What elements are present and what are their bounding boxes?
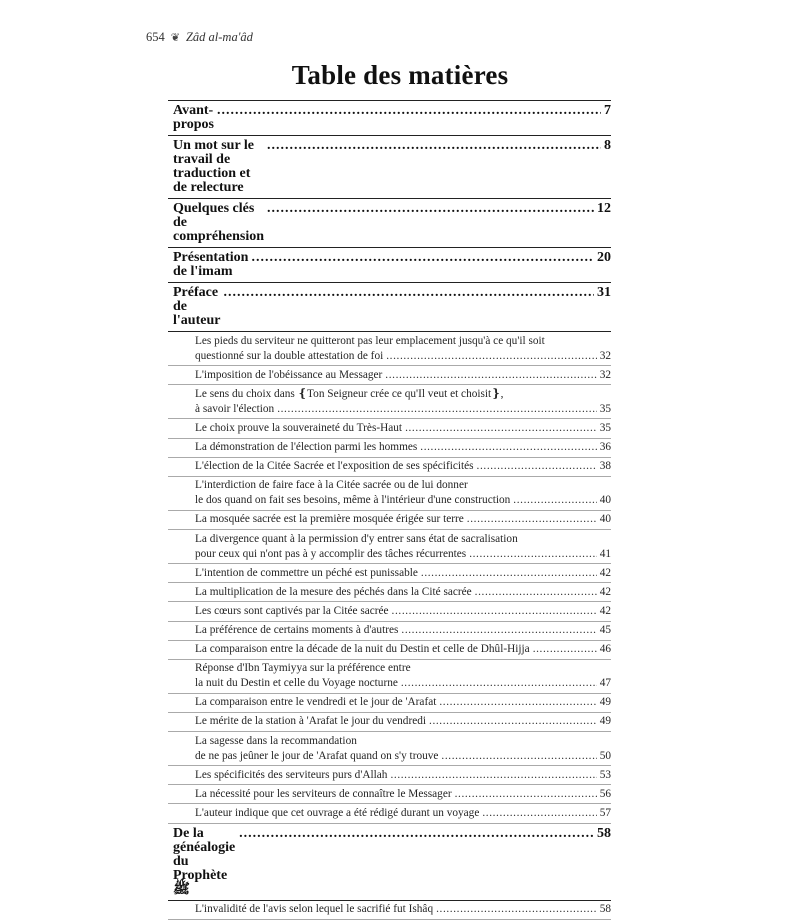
toc-page-number: 12 bbox=[597, 201, 611, 216]
toc-entry-line bbox=[195, 676, 611, 691]
toc-entry-line bbox=[195, 493, 611, 508]
toc-entry[interactable] bbox=[168, 785, 611, 804]
page-number: 654 bbox=[146, 30, 165, 44]
toc-entry[interactable] bbox=[168, 622, 611, 641]
dot-leader bbox=[251, 251, 594, 265]
toc-entry-text: L'élection de la Citée Sacrée et l'exposition de ses spécificités bbox=[195, 460, 474, 473]
toc-section[interactable] bbox=[168, 824, 611, 901]
toc-page-number: 38 bbox=[599, 460, 611, 473]
running-title: Zâd al-ma'âd bbox=[185, 30, 253, 44]
toc-entry-text: la nuit du Destin et celle du Voyage nocturne bbox=[195, 677, 398, 690]
toc-page-number: 56 bbox=[599, 787, 611, 800]
toc-entry-line bbox=[195, 349, 611, 364]
toc-page-number: 49 bbox=[599, 715, 611, 728]
toc-entry-line bbox=[195, 421, 611, 436]
toc-entry-line bbox=[195, 512, 611, 527]
toc-entry[interactable] bbox=[168, 477, 611, 511]
toc-page-number: 45 bbox=[599, 624, 611, 636]
toc-entry-line bbox=[195, 714, 611, 729]
toc-entry[interactable] bbox=[168, 511, 611, 530]
toc-entry-line bbox=[195, 566, 611, 581]
dot-leader bbox=[441, 749, 596, 764]
toc-page-number: 42 bbox=[599, 585, 611, 598]
toc-entry-text: La nécessité pour les serviteurs de connaître le Messager bbox=[195, 787, 452, 800]
dot-leader bbox=[469, 547, 597, 562]
toc-page-number: 20 bbox=[597, 250, 611, 265]
dot-leader bbox=[405, 421, 597, 436]
toc-entry-text: Le choix prouve la souveraineté du Très-Haut bbox=[195, 421, 403, 434]
toc-entry[interactable] bbox=[168, 439, 611, 458]
toc-page-number: 40 bbox=[599, 513, 611, 526]
toc-page-number: 8 bbox=[604, 138, 611, 153]
toc-entry[interactable] bbox=[168, 602, 611, 621]
dot-leader bbox=[392, 604, 597, 619]
toc-section-title: Présentation de l'imam bbox=[173, 250, 249, 279]
dot-leader bbox=[239, 827, 594, 841]
toc-page-number: 7 bbox=[604, 103, 611, 118]
toc-entry-text: de ne pas jeûner le jour de 'Arafat quand on s'y trouve bbox=[195, 749, 439, 762]
toc-entry[interactable] bbox=[168, 732, 611, 766]
page-title: Table des matières bbox=[291, 60, 509, 90]
toc-entry-text: La préférence de certains moments à d'autres bbox=[195, 624, 399, 636]
toc-entry-text: L'interdiction de faire face à la Citée sacrée ou de lui donner bbox=[195, 479, 468, 492]
toc-page-number: 36 bbox=[599, 441, 611, 454]
toc-page-number: 35 bbox=[599, 402, 611, 415]
dot-leader bbox=[390, 768, 596, 783]
dot-leader bbox=[267, 139, 601, 153]
toc-page-number: 49 bbox=[599, 696, 611, 709]
toc-page-number: 53 bbox=[599, 768, 611, 781]
toc-page-number: 41 bbox=[599, 547, 611, 560]
toc-page-number: 42 bbox=[599, 604, 611, 617]
dot-leader bbox=[429, 714, 597, 729]
toc-section-title: De la généalogie du Prophète ﷺ bbox=[173, 825, 236, 897]
toc-section[interactable] bbox=[168, 100, 611, 136]
table-of-contents bbox=[168, 100, 611, 920]
toc-section[interactable] bbox=[168, 248, 611, 283]
toc-entry[interactable] bbox=[168, 694, 611, 713]
dot-leader bbox=[401, 676, 597, 691]
dot-leader bbox=[436, 902, 597, 917]
dot-leader bbox=[267, 202, 594, 216]
toc-entry-text: Les spécificités des serviteurs purs d'Allah bbox=[195, 768, 388, 781]
toc-entry-line bbox=[195, 749, 611, 764]
running-header bbox=[146, 30, 253, 45]
toc-entry-text: L'invalidité de l'avis selon lequel le sacrifié fut Ishâq bbox=[195, 903, 434, 916]
toc-entry[interactable] bbox=[168, 458, 611, 477]
toc-entry-line bbox=[195, 440, 611, 455]
dot-leader bbox=[533, 642, 597, 657]
toc-entry-text: le dos quand on fait ses besoins, même à l'intérieur d'une construction bbox=[195, 494, 511, 507]
toc-entry-line bbox=[195, 402, 611, 417]
toc-entry[interactable] bbox=[168, 564, 611, 583]
toc-entry[interactable] bbox=[168, 385, 611, 419]
toc-entry[interactable] bbox=[168, 366, 611, 385]
toc-page-number: 42 bbox=[599, 566, 611, 579]
toc-entry-line bbox=[195, 604, 611, 619]
toc-entry[interactable] bbox=[168, 713, 611, 732]
dot-leader bbox=[217, 104, 601, 118]
toc-section-title: Avant-propos bbox=[173, 103, 214, 132]
toc-entry-line bbox=[195, 547, 611, 562]
toc-entry-text: Réponse d'Ibn Taymiyya sur la préférence entre bbox=[195, 662, 411, 675]
toc-entry-line bbox=[195, 368, 611, 383]
toc-entry-text: Les cœurs sont captivés par la Citée sacrée bbox=[195, 604, 389, 617]
toc-entry-line bbox=[195, 585, 611, 600]
toc-entry[interactable] bbox=[168, 766, 611, 785]
toc-entry-line bbox=[195, 806, 611, 821]
toc-entry-text: La mosquée sacrée est la première mosquée érigée sur terre bbox=[195, 513, 464, 526]
dot-leader bbox=[401, 623, 596, 638]
dot-leader bbox=[420, 440, 596, 455]
toc-entry[interactable] bbox=[168, 804, 611, 823]
dot-leader bbox=[385, 368, 596, 383]
toc-entry[interactable] bbox=[168, 641, 611, 660]
dot-leader bbox=[386, 349, 596, 364]
toc-page-number: 58 bbox=[599, 903, 611, 916]
toc-entry-text: La sagesse dans la recommandation bbox=[195, 734, 357, 747]
toc-entry-text: L'auteur indique que cet ouvrage a été rédigé durant un voyage bbox=[195, 806, 480, 819]
toc-section-title: Préface de l'auteur bbox=[173, 285, 221, 328]
toc-section-title: Un mot sur le travail de traduction et de relecture bbox=[173, 138, 255, 195]
toc-entry-text: questionné sur la double attestation de foi bbox=[195, 349, 384, 362]
toc-entry-text: La comparaison entre le vendredi et le jour de 'Arafat bbox=[195, 696, 437, 709]
dot-leader bbox=[475, 585, 597, 600]
dot-leader bbox=[513, 493, 596, 508]
toc-page-number: 58 bbox=[597, 825, 611, 841]
toc-page-number: 40 bbox=[599, 494, 611, 507]
toc-entry[interactable] bbox=[168, 583, 611, 602]
dot-leader bbox=[421, 566, 597, 581]
dot-leader bbox=[277, 402, 597, 417]
dot-leader bbox=[467, 512, 597, 527]
toc-entry-line bbox=[195, 459, 611, 474]
toc-entry[interactable] bbox=[168, 530, 611, 564]
toc-entry[interactable] bbox=[168, 901, 611, 920]
toc-entry[interactable] bbox=[168, 660, 611, 694]
toc-page-number: 35 bbox=[599, 421, 611, 434]
dot-leader bbox=[223, 286, 594, 300]
dot-leader bbox=[477, 459, 597, 474]
toc-entry-line bbox=[195, 623, 611, 638]
toc-section[interactable] bbox=[168, 136, 611, 199]
fleuron-icon: ❦ bbox=[170, 32, 180, 44]
dot-leader bbox=[482, 806, 596, 821]
toc-section-title: Quelques clés de compréhension bbox=[173, 201, 264, 244]
toc-entry-line bbox=[195, 695, 611, 710]
toc-section[interactable] bbox=[168, 283, 611, 332]
toc-entry-text: La multiplication de la mesure des péchés dans la Cité sacrée bbox=[195, 585, 472, 598]
toc-entry[interactable] bbox=[168, 332, 611, 366]
toc-entry-text: L'intention de commettre un péché est punissable bbox=[195, 566, 418, 579]
dot-leader bbox=[439, 695, 596, 710]
toc-page-number: 32 bbox=[599, 368, 611, 381]
toc-page-number: 57 bbox=[599, 806, 611, 819]
toc-page-number: 47 bbox=[599, 677, 611, 690]
toc-entry-text: Le mérite de la station à 'Arafat le jour du vendredi bbox=[195, 715, 427, 728]
toc-entry-text: Le sens du choix dans ❴Ton Seigneur crée ce qu'Il veut et choisit❵, bbox=[195, 387, 504, 400]
toc-entry-text: La démonstration de l'élection parmi les hommes bbox=[195, 441, 418, 454]
toc-entry-text: L'imposition de l'obéissance au Messager bbox=[195, 368, 383, 381]
toc-entry-text: à savoir l'élection bbox=[195, 402, 275, 415]
toc-entry-text: La divergence quant à la permission d'y entrer sans état de sacralisation bbox=[195, 532, 518, 545]
toc-entry-line bbox=[195, 902, 611, 917]
toc-entry-line bbox=[195, 768, 611, 783]
toc-page-number: 50 bbox=[599, 749, 611, 762]
toc-page-number: 31 bbox=[597, 285, 611, 300]
toc-entry-text: Les pieds du serviteur ne quitteront pas leur emplacement jusqu'à ce qu'il soit bbox=[195, 334, 545, 347]
toc-entry-text: La comparaison entre la décade de la nuit du Destin et celle de Dhûl-Hijja bbox=[195, 643, 530, 656]
toc-page-number: 32 bbox=[599, 349, 611, 362]
toc-entry-line bbox=[195, 642, 611, 657]
toc-page-number: 46 bbox=[599, 643, 611, 656]
toc-section[interactable] bbox=[168, 199, 611, 248]
toc-entry[interactable] bbox=[168, 419, 611, 438]
toc-entry-text: pour ceux qui n'ont pas à y accomplir des tâches récurrentes bbox=[195, 547, 467, 560]
